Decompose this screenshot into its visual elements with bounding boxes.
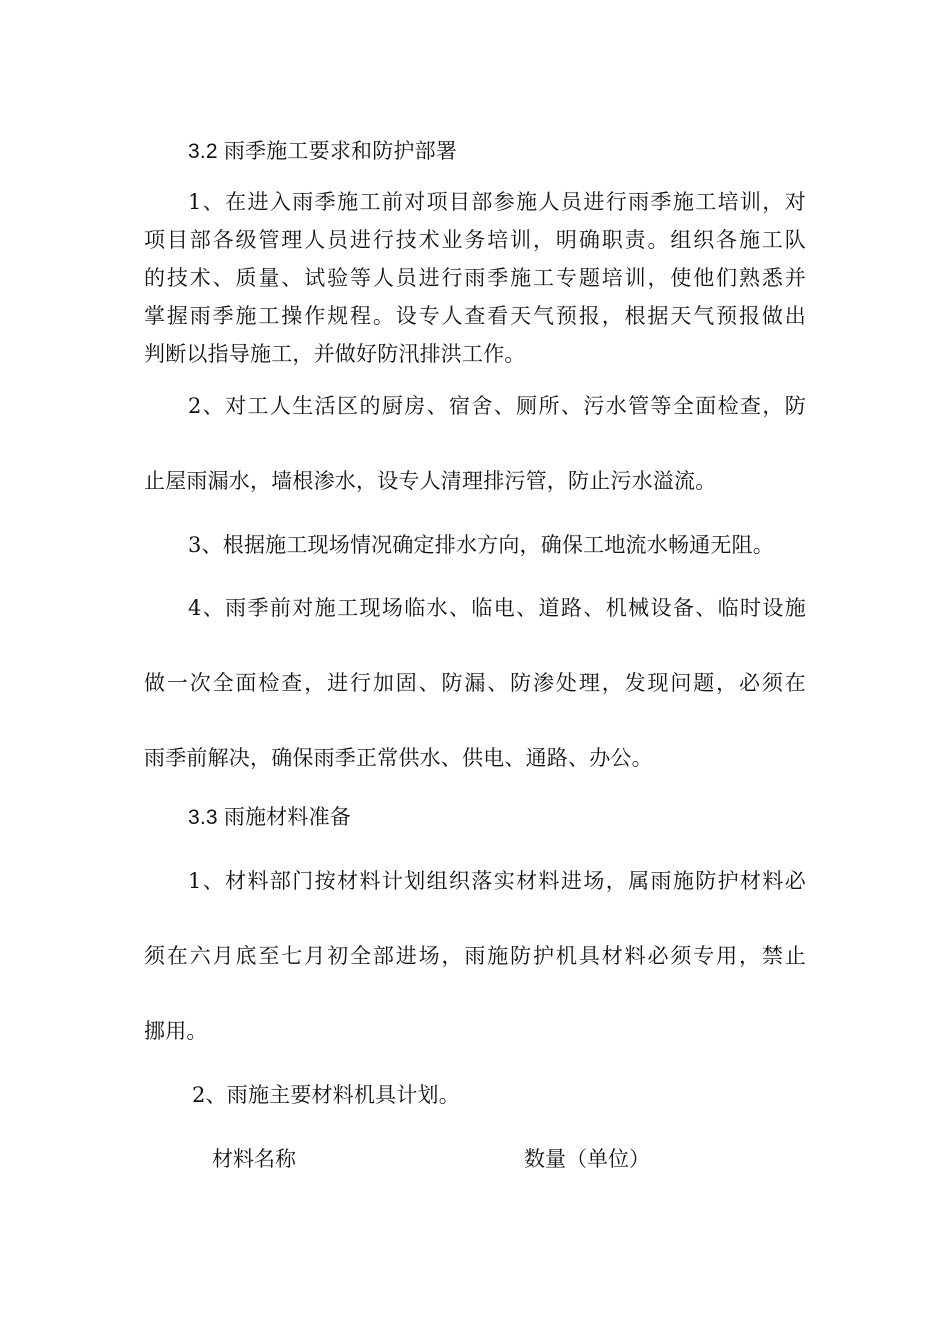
paragraph-line: 做一次全面检查，进行加固、防漏、防渗处理，发现问题，必须在 [144,671,806,695]
paragraph-line: 掌握雨季施工操作规程。设专人查看天气预报，根据天气预报做出 [144,304,806,328]
paragraph-line: 判断以指导施工，并做好防汛排洪工作。 [144,342,526,366]
paragraph-line: 2、对工人生活区的厨房、宿舍、厕所、污水管等全面检查，防 [188,394,806,418]
table-header-material-name: 材料名称 [212,1147,296,1171]
paragraph-line: 4、雨季前对施工现场临水、临电、道路、机械设备、临时设施 [188,596,806,620]
section-3-2-heading: 3.2 雨季施工要求和防护部署 [188,140,458,163]
paragraph-line: 的技术、质量、试验等人员进行雨季施工专题培训，使他们熟悉并 [144,266,806,290]
paragraph-line: 须在六月底至七月初全部进场，雨施防护机具材料必须专用，禁止 [144,944,806,968]
table-header-quantity-unit: 数量（单位） [524,1147,650,1171]
paragraph-line: 1、材料部门按材料计划组织落实材料进场，属雨施防护材料必 [188,869,806,893]
paragraph-line: 3、根据施工现场情况确定排水方向，确保工地流水畅通无阻。 [188,533,774,557]
paragraph-line: 项目部各级管理人员进行技术业务培训，明确职责。组织各施工队 [144,228,806,252]
paragraph-line: 1、在进入雨季施工前对项目部参施人员进行雨季施工培训，对 [188,190,806,214]
paragraph-line: 雨季前解决，确保雨季正常供水、供电、通路、办公。 [144,746,653,770]
paragraph-line: 止屋雨漏水，墙根渗水，设专人清理排污管，防止污水溢流。 [144,469,717,493]
paragraph-line: 挪用。 [144,1019,208,1043]
paragraph-line: 2、雨施主要材料机具计划。 [192,1083,460,1107]
section-3-3-heading: 3.3 雨施材料准备 [188,806,352,829]
